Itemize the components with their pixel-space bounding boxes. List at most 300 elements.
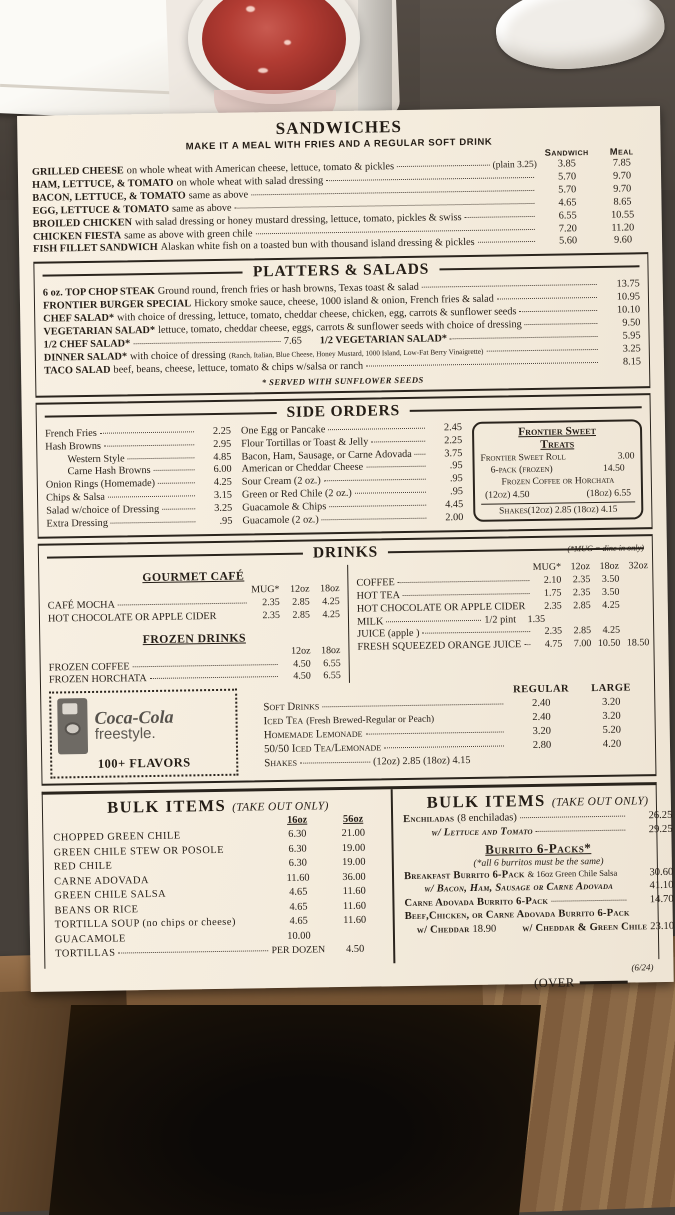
col-header-56oz: 56oz xyxy=(323,814,383,828)
item-desc: on whole wheat with American cheese, lettuce, tomato & pickles xyxy=(127,161,395,178)
over-note: (OVER xyxy=(534,975,575,991)
item-name: EGG, LETTUCE & TOMATO xyxy=(32,203,169,218)
dotted-leader xyxy=(162,508,195,510)
header-rule xyxy=(45,412,277,418)
item-name: Breakfast Burrito 6-Pack xyxy=(404,868,525,883)
item-extra: (Fresh Brewed-Regular or Peach) xyxy=(306,714,434,729)
milk-unit: 1/2 pint xyxy=(484,614,516,627)
spacer xyxy=(126,939,273,941)
item-desc: with choice of dressing, lettuce, tomato, cheddar cheese, chicken, egg, carrots & sunflower seeds xyxy=(117,306,517,325)
item-price: 1.75 xyxy=(532,587,561,600)
dotted-leader xyxy=(520,816,625,819)
item-name: Soft Drinks xyxy=(263,701,319,715)
item-name: Guacamole (2 oz.) xyxy=(242,514,319,528)
item-name: 6 oz. TOP CHOP STEAK xyxy=(43,286,155,301)
price-sandwich: 4.65 xyxy=(537,197,597,211)
item-name: Sour Cream (2 oz.) xyxy=(242,476,321,490)
item-price: 30.60 xyxy=(629,865,673,879)
item-price: .95 xyxy=(429,461,463,474)
unit-label: PER DOZEN xyxy=(271,944,325,959)
item-price: 2.85 xyxy=(562,626,591,639)
burrito-6packs-title: Burrito 6-Packs* xyxy=(404,838,673,858)
price-sandwich: 3.85 xyxy=(537,158,597,172)
header-rule xyxy=(410,406,642,412)
dotted-leader xyxy=(525,323,598,325)
price-16oz: 4.65 xyxy=(272,886,324,901)
item-price: 4.25 xyxy=(198,477,232,490)
price-sandwich: 7.20 xyxy=(538,222,598,236)
dotted-leader xyxy=(108,496,195,498)
price-meal: 9.70 xyxy=(597,183,647,197)
item-price: .95 xyxy=(429,486,463,499)
item-price: 3.20 xyxy=(576,697,646,711)
item-price: 4.75 xyxy=(533,639,562,652)
item-desc: same as above with green chile xyxy=(124,228,253,243)
item-price: 2.35 xyxy=(533,626,562,639)
spacer xyxy=(181,837,272,838)
dotted-leader xyxy=(403,593,530,596)
over-note-row xyxy=(534,974,628,990)
dotted-leader xyxy=(384,745,504,748)
item-price: 2.85 xyxy=(280,596,310,609)
dotted-leader xyxy=(154,470,195,472)
side-orders-middle-column xyxy=(241,422,464,529)
dotted-leader xyxy=(329,505,426,508)
item-name: COFFEE xyxy=(356,577,395,591)
ketchup-cup xyxy=(188,0,360,122)
item-price: 7.65 xyxy=(284,336,302,349)
item-price: 2.45 xyxy=(428,422,462,435)
col-header: 32oz xyxy=(619,560,648,573)
dotted-leader xyxy=(478,241,535,243)
dotted-leader xyxy=(551,899,627,901)
price-56oz: 11.60 xyxy=(324,885,384,900)
item-price: 4.20 xyxy=(577,738,647,752)
price-56oz: 19.00 xyxy=(324,856,384,871)
spacer xyxy=(53,824,271,827)
price-16oz: 10.00 xyxy=(273,929,325,944)
item-name: Guacamole & Chips xyxy=(242,501,326,515)
item-price: 4.25 xyxy=(591,625,620,638)
item-price: 3.75 xyxy=(428,448,462,461)
dotted-leader xyxy=(118,602,247,605)
item-name: CHICKEN FIESTA xyxy=(33,230,121,244)
dotted-leader xyxy=(524,644,530,645)
bulk-items-right xyxy=(391,785,675,963)
col-header-regular: REGULAR xyxy=(506,684,576,698)
dotted-leader xyxy=(497,297,597,300)
dotted-leader xyxy=(536,830,626,832)
item-name: BEANS OR RICE xyxy=(54,903,138,919)
item-name: MILK xyxy=(357,616,384,629)
dotted-leader xyxy=(128,457,195,459)
dotted-leader xyxy=(371,440,425,442)
freestyle-word: freestyle. xyxy=(95,726,174,743)
item-price: 2.85 xyxy=(280,609,310,622)
dotted-leader xyxy=(158,483,195,485)
dotted-leader xyxy=(251,190,534,195)
section-sandwiches xyxy=(31,113,648,257)
bulk-items-left xyxy=(43,790,394,969)
item-price: 18.90 xyxy=(472,923,496,937)
item-name: Flour Tortillas or Toast & Jelly xyxy=(241,436,368,451)
dotted-leader xyxy=(322,518,427,521)
dotted-leader xyxy=(322,704,503,708)
item-price: 10.95 xyxy=(600,292,640,306)
dotted-leader xyxy=(235,203,535,209)
item-name: GRILLED CHEESE xyxy=(32,165,124,179)
item-name: GUACAMOLE xyxy=(55,932,126,948)
spacer xyxy=(224,852,272,853)
price-16oz: 6.30 xyxy=(271,828,323,843)
item-price: 2.00 xyxy=(429,512,463,525)
item-name: GREEN CHILE SALSA xyxy=(54,888,166,904)
item-name: w/ Cheddar xyxy=(417,923,470,937)
item-price: 8.15 xyxy=(601,356,641,370)
price-56oz: 11.60 xyxy=(324,899,384,914)
item-price: 3.25 xyxy=(198,503,232,516)
coca-cola-logo-text: Coca-Cola xyxy=(94,708,173,727)
dotted-leader xyxy=(397,165,489,167)
dotted-leader xyxy=(104,444,194,446)
item-desc: same as above xyxy=(172,202,232,216)
section-title: BULK ITEMS xyxy=(107,796,226,817)
spacer xyxy=(166,895,272,897)
item-name: 1/2 CHEF SALAD* xyxy=(44,338,131,352)
menu-item-row xyxy=(403,823,672,841)
drinks-lower-row xyxy=(49,683,647,779)
price-meal: 8.65 xyxy=(597,196,647,210)
shakes-prices: (12oz) 2.85 (18oz) 4.15 xyxy=(373,755,471,769)
dotted-leader xyxy=(324,479,426,482)
item-name: w/ Cheddar & Green Chile xyxy=(522,920,647,936)
price-56oz: 11.60 xyxy=(325,914,385,929)
item-name: Salad w/choice of Dressing xyxy=(46,504,159,519)
item-price: 2.25 xyxy=(197,425,231,438)
item-name: HAM, LETTUCE, & TOMATO xyxy=(32,178,174,193)
price-56oz: 21.00 xyxy=(323,827,383,842)
item-price: 41.10 xyxy=(629,879,673,893)
item-name: Chips & Salsa xyxy=(46,492,105,506)
item-price: 5.20 xyxy=(577,724,647,738)
item-desc: Hickory smoke sauce, cheese, 1000 island & onion, French fries & salad xyxy=(194,294,494,312)
item-price: 6.55 xyxy=(311,671,341,684)
item-price: 4.50 xyxy=(281,671,311,684)
item-price: 26.25 xyxy=(628,809,672,823)
item-desc: with salad dressing or honey mustard dressing, lettuce, tomato, pickles & swiss xyxy=(135,212,462,230)
ketchup-highlight xyxy=(258,68,268,73)
price-meal: 9.70 xyxy=(597,170,647,184)
dotted-leader xyxy=(366,466,425,468)
menu-item-row xyxy=(242,512,463,528)
item-extra: & 16oz Green Chile Salsa xyxy=(527,866,617,881)
item-price: 3.50 xyxy=(590,586,619,599)
price-meal: 7.85 xyxy=(597,157,647,171)
section-note: (TAKE OUT ONLY) xyxy=(552,796,649,810)
col-header: 18oz xyxy=(309,583,339,596)
ketchup-highlight xyxy=(246,6,255,12)
item-price: 3.20 xyxy=(576,710,646,724)
section-title: SANDWICHES xyxy=(31,113,646,143)
price-56oz xyxy=(325,937,385,938)
freestyle-flavors: 100+ FLAVORS xyxy=(58,755,230,773)
item-price: 2.25 xyxy=(428,435,462,448)
col-header: 12oz xyxy=(279,583,309,596)
price-sandwich: 5.70 xyxy=(537,171,597,185)
dressing-list: (Ranch, Italian, Blue Cheese, Honey Mustard, 1000 Island, Low-Fat Berry Vinaigrette) xyxy=(229,346,484,363)
dotted-leader xyxy=(366,362,598,367)
item-price: 23.10 xyxy=(650,920,674,934)
mug-note: (*MUG = dine in only) xyxy=(567,543,644,553)
item-name: JUICE (apple ) xyxy=(357,628,420,642)
item-price: .95 xyxy=(198,516,232,529)
item-price: 2.85 xyxy=(562,600,591,613)
item-name: FROZEN COFFEE xyxy=(49,661,130,675)
col-header: 12oz xyxy=(561,561,590,574)
section-subtitle: MAKE IT A MEAL WITH FRIES AND A REGULAR SOFT DRINK xyxy=(31,134,646,155)
item-name: GREEN CHILE STEW OR POSOLE xyxy=(54,844,225,861)
item-name: Enchiladas xyxy=(403,813,454,827)
dotted-leader xyxy=(398,580,530,583)
item-name: 1/2 VEGETARIAN SALAD* xyxy=(320,333,447,348)
dotted-leader xyxy=(519,310,597,312)
section-footnote: * SERVED WITH SUNFLOWER SEEDS xyxy=(44,371,641,390)
item-name: Beef,Chicken, or Carne Adovada Burrito 6-Pack xyxy=(405,907,630,924)
item-note: (plain 3.25) xyxy=(492,159,537,173)
item-price: 18.50 xyxy=(620,638,649,651)
item-name: Carne Adovada Burrito 6-Pack xyxy=(404,895,548,911)
item-price: 2.35 xyxy=(533,600,562,613)
drinks-right-column xyxy=(348,560,650,683)
item-name: HOT CHOCOLATE OR APPLE CIDER xyxy=(357,601,526,617)
header-rule xyxy=(439,266,639,271)
item-name: BACON, LETTUCE, & TOMATO xyxy=(32,190,186,205)
sweet-shakes-row: Shakes(12oz) 2.85 (18oz) 4.15 xyxy=(481,501,635,516)
price-16oz: 6.30 xyxy=(271,842,323,857)
price-56oz: 19.00 xyxy=(323,841,383,856)
item-name: Shakes xyxy=(264,757,297,770)
header-rule xyxy=(43,272,243,277)
price-meal: 9.60 xyxy=(598,235,648,249)
item-price: 6.00 xyxy=(198,464,232,477)
item-name: CAFÉ MOCHA xyxy=(48,599,115,613)
item-name: TORTILLAS xyxy=(55,947,115,962)
item-name: HOT TEA xyxy=(357,590,401,604)
item-name: w/ Bacon, Ham, Sausage or Carne Adovada xyxy=(424,880,613,897)
menu-item-row xyxy=(405,920,674,938)
item-price: 14.70 xyxy=(630,893,674,907)
spacer xyxy=(471,760,648,763)
price-16oz: 11.60 xyxy=(272,871,324,886)
item-name: Frontier Sweet Roll xyxy=(480,451,565,465)
col-header: 18oz xyxy=(310,645,340,658)
item-price: 7.00 xyxy=(562,638,591,651)
ketchup-highlight xyxy=(284,40,291,45)
dotted-leader xyxy=(133,341,281,344)
price-16oz: 4.65 xyxy=(273,915,325,930)
item-name: American or Cheddar Cheese xyxy=(242,462,364,477)
item-name: FROZEN HORCHATA xyxy=(49,674,147,688)
shadow-under-table xyxy=(49,1005,541,1215)
spacer xyxy=(112,866,272,869)
section-platters-salads xyxy=(33,252,650,397)
item-price: 3.15 xyxy=(198,490,232,503)
side-orders-left-column xyxy=(45,425,233,531)
item-desc: Alaskan white fish on a toasted bun with thousand island dressing & pickles xyxy=(161,237,475,255)
item-name: w/ Lettuce and Tomato xyxy=(431,825,533,840)
dotted-leader xyxy=(415,453,426,454)
item-price: 2.40 xyxy=(506,712,576,726)
dotted-leader xyxy=(150,676,278,679)
dotted-leader xyxy=(366,732,504,735)
item-name: 6-pack (frozen) xyxy=(491,464,553,477)
item-name: HOT CHOCOLATE OR APPLE CIDER xyxy=(48,611,217,627)
col-header: MUG* xyxy=(249,584,279,597)
size-price: (12oz) 4.50 xyxy=(485,489,530,502)
drinks-columns xyxy=(47,560,646,688)
frontier-sweet-treats-box xyxy=(472,419,644,522)
section-side-orders xyxy=(36,393,653,539)
item-extra: (8 enchiladas) xyxy=(457,812,517,827)
item-price: 4.25 xyxy=(310,609,340,622)
item-name: CHOPPED GREEN CHILE xyxy=(53,830,180,846)
soft-drinks-table xyxy=(263,683,647,776)
item-price: 4.45 xyxy=(429,499,463,512)
price-sandwich: 6.55 xyxy=(538,210,598,224)
bulk-items-section xyxy=(42,782,660,968)
menu-item-row xyxy=(46,516,232,532)
dotted-leader xyxy=(465,216,535,218)
item-price: 10.50 xyxy=(591,638,620,651)
item-price: 3.25 xyxy=(601,343,641,357)
revision-date: (6/24) xyxy=(631,962,653,972)
spacer xyxy=(236,924,273,925)
item-name: FRESH SQUEEZED ORANGE JUICE xyxy=(357,640,521,655)
item-price: 14.50 xyxy=(603,463,625,476)
item-price: 2.35 xyxy=(250,597,280,610)
item-name: TACO SALAD xyxy=(44,364,111,378)
size-price: (18oz) 6.55 xyxy=(586,487,631,500)
gourmet-cafe-title: GOURMET CAFÉ xyxy=(47,567,339,587)
side-orders-columns xyxy=(45,419,644,532)
section-title: PLATTERS & SALADS xyxy=(253,261,429,282)
sweet-item-row: Frozen Coffee or Horchata xyxy=(481,475,635,490)
item-name: One Egg or Pancake xyxy=(241,424,326,438)
col-header: MUG* xyxy=(532,561,561,574)
spacer xyxy=(263,693,506,697)
item-name: French Fries xyxy=(45,428,97,442)
item-price: 5.95 xyxy=(600,330,640,344)
section-drinks xyxy=(38,534,657,786)
item-name: 50/50 Iced Tea/Lemonade xyxy=(264,741,381,756)
section-note: (TAKE OUT ONLY) xyxy=(232,801,329,815)
menu-page xyxy=(17,106,674,992)
item-desc: same as above xyxy=(189,189,249,203)
item-price: 2.10 xyxy=(532,574,561,587)
dotted-leader xyxy=(450,336,598,339)
item-name: CHEF SALAD* xyxy=(43,313,114,327)
sweet-sizes-row xyxy=(481,487,635,502)
item-name: Western Style xyxy=(67,453,124,467)
item-name: FRONTIER BURGER SPECIAL xyxy=(43,299,191,314)
item-name: Green or Red Chile (2 oz.) xyxy=(242,488,352,503)
item-name: Carne Hash Browns xyxy=(68,465,151,479)
item-price: 10.10 xyxy=(600,304,640,318)
item-name: DINNER SALAD* xyxy=(44,351,127,365)
section-title: BULK ITEMS xyxy=(427,791,546,812)
price-meal: 10.55 xyxy=(598,209,648,223)
spacer xyxy=(149,881,272,883)
item-name: TORTILLA SOUP (no chips or cheese) xyxy=(55,916,236,933)
dotted-leader xyxy=(255,228,534,233)
item-price: 2.95 xyxy=(197,438,231,451)
price-sandwich: 5.70 xyxy=(537,184,597,198)
col-header: 18oz xyxy=(590,561,619,574)
item-name: Homemade Lemonade xyxy=(264,728,363,742)
dotted-leader xyxy=(486,349,597,352)
col-header-large: LARGE xyxy=(576,683,646,697)
item-price: 3.20 xyxy=(507,725,577,739)
price-meal: 11.20 xyxy=(598,222,648,236)
dotted-leader xyxy=(423,632,531,635)
sweet-treats-title: Frontier Sweet Treats xyxy=(501,424,613,452)
item-name: RED CHILE xyxy=(54,860,113,875)
price-56oz: 36.00 xyxy=(324,870,384,885)
freestyle-brand-text xyxy=(94,708,174,743)
item-price: 9.50 xyxy=(600,317,640,331)
item-price: .95 xyxy=(429,473,463,486)
item-name: Iced Tea xyxy=(263,715,303,729)
item-desc: on whole wheat with salad dressing xyxy=(176,175,323,190)
price-16oz: 6.30 xyxy=(272,857,324,872)
header-rule xyxy=(47,553,303,559)
item-desc: with choice of dressing xyxy=(130,350,226,364)
item-price: 4.50 xyxy=(281,658,311,671)
spacer xyxy=(434,721,506,722)
burrito-note: (*all 6 burritos must be the same) xyxy=(404,854,673,869)
dotted-leader xyxy=(386,619,481,621)
section-title: SIDE ORDERS xyxy=(286,402,400,422)
spacer xyxy=(217,618,250,619)
item-price: 13.75 xyxy=(600,279,640,293)
col-header-16oz: 16oz xyxy=(271,815,323,829)
item-name: Bacon, Ham, Sausage, or Carne Adovada xyxy=(241,448,412,464)
dotted-leader xyxy=(328,427,425,430)
dotted-leader xyxy=(133,664,278,667)
col-header-meal: Meal xyxy=(597,146,647,158)
item-desc: lettuce, tomato, cheddar cheese, eggs, carrots & sunflower seeds with choice of dressing xyxy=(158,319,522,338)
item-price: 4.50 xyxy=(325,943,385,958)
drinks-left-column xyxy=(47,565,350,688)
item-name: CARNE ADOVADA xyxy=(54,874,149,890)
spacer xyxy=(138,910,272,912)
spacer xyxy=(545,620,629,621)
dotted-leader xyxy=(300,761,370,763)
dotted-leader xyxy=(422,284,597,288)
item-name: Onion Rings (Homemade) xyxy=(46,478,155,493)
item-price: 6.55 xyxy=(311,658,341,671)
item-name: BROILED CHICKEN xyxy=(33,217,132,231)
freestyle-brand-row xyxy=(57,696,230,755)
item-price: 2.80 xyxy=(507,739,577,753)
item-price: 1.35 xyxy=(516,613,545,626)
frozen-drinks-title: FROZEN DRINKS xyxy=(48,629,340,649)
coca-cola-freestyle-box xyxy=(49,689,238,779)
item-price: 4.25 xyxy=(310,596,340,609)
price-sandwich: 5.60 xyxy=(538,235,598,249)
item-price: 2.40 xyxy=(506,698,576,712)
item-name: Hash Browns xyxy=(45,440,101,454)
